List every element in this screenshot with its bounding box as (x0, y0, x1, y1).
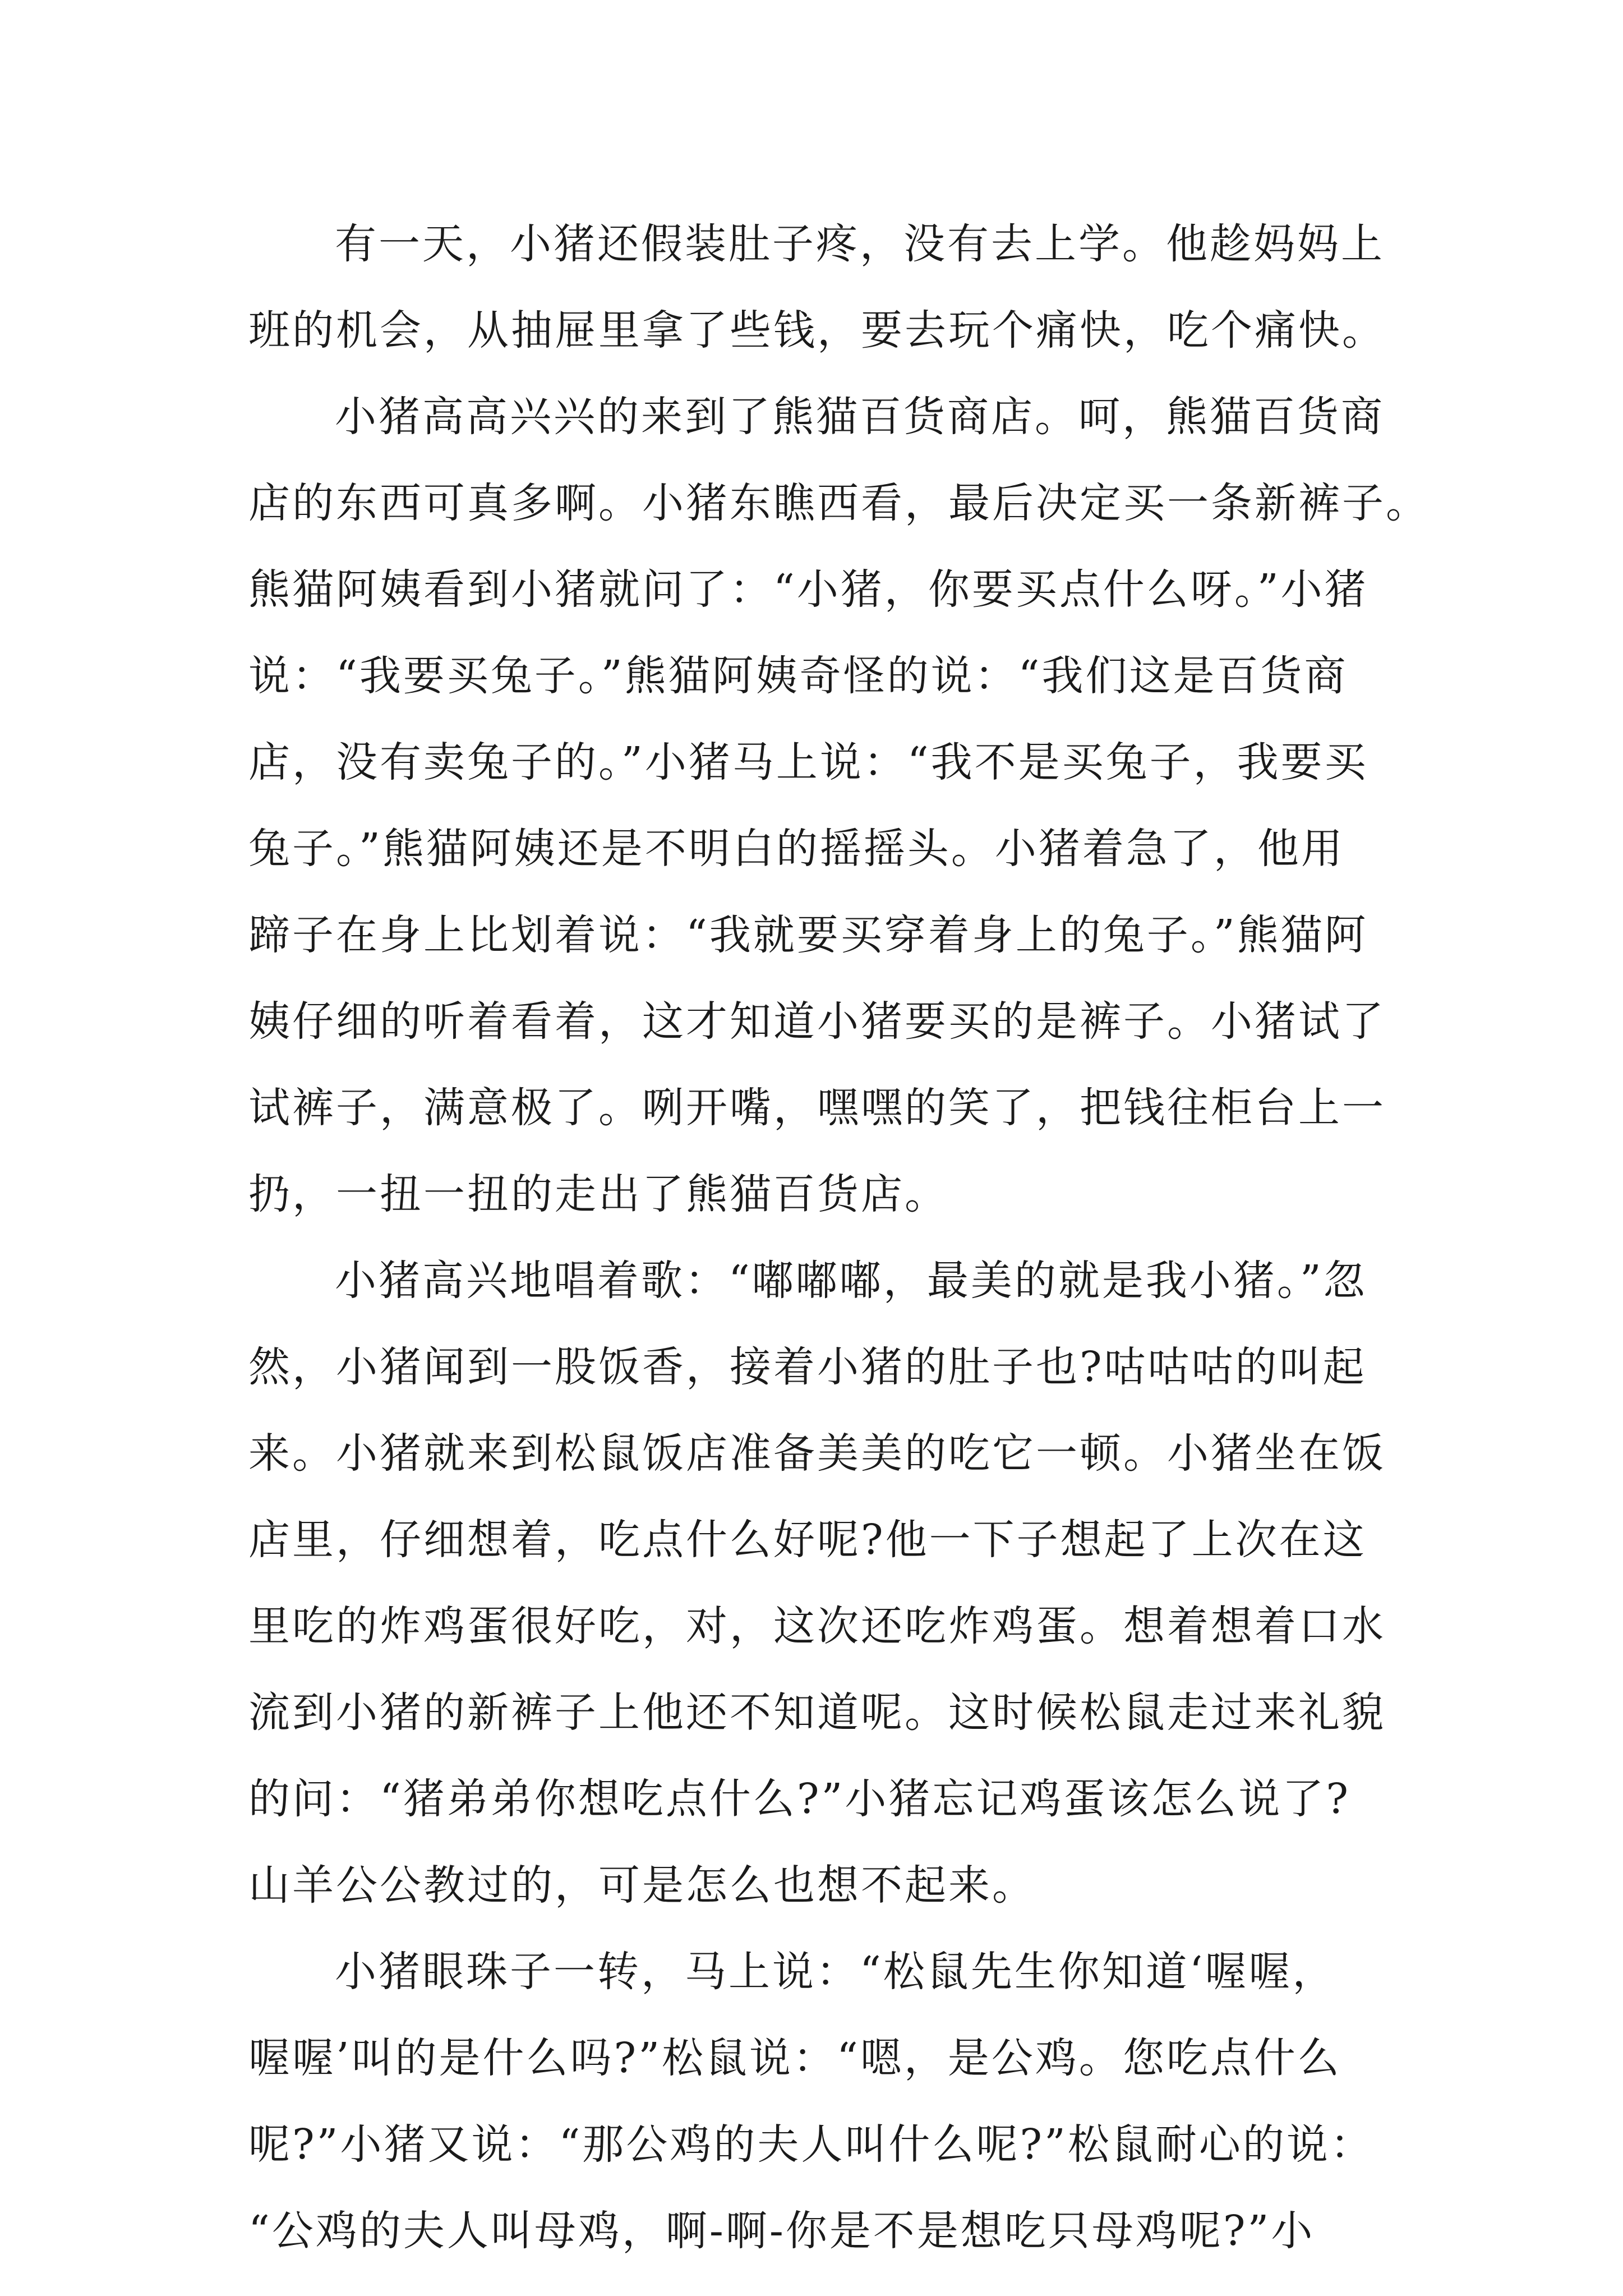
text-line: 流到小猪的新裤子上他还不知道呢。这时候松鼠走过来礼貌 (248, 1688, 1386, 1737)
text-line: 店的东西可真多啊。小猪东瞧西看，最后决定买一条新裤子。 (248, 479, 1430, 527)
text-line: 扔，一扭一扭的走出了熊猫百货店。 (248, 1170, 948, 1218)
text-line: 山羊公公教过的，可是怎么也想不起来。 (248, 1861, 1036, 1910)
paragraph-3 (248, 1237, 1415, 1929)
text-line: 里吃的炸鸡蛋很好吃，对，这次还吃炸鸡蛋。想着想着口水 (248, 1602, 1386, 1650)
text-line: 姨仔细的听着看着，这才知道小猪要买的是裤子。小猪试了 (248, 997, 1386, 1046)
text-line: 班的机会，从抽屉里拿了些钱，要去玩个痛快，吃个痛快。 (248, 306, 1386, 355)
text-line: 有一天，小猪还假装肚子疼，没有去上学。他趁妈妈上 (335, 220, 1385, 268)
text-line: 然，小猪闻到一股饭香，接着小猪的肚子也?咕咕咕的叫起 (248, 1343, 1367, 1391)
paragraph-2 (248, 374, 1430, 1237)
text-line: 小猪眼珠子一转，马上说：“松鼠先生你知道‘喔喔， (335, 1948, 1336, 1996)
paragraph-1 (248, 201, 1415, 374)
text-line: 的问：“猪弟弟你想吃点什么?”小猪忘记鸡蛋该怎么说了? (248, 1775, 1351, 1823)
text-line: 小猪高兴地唱着歌：“嘟嘟嘟，最美的就是我小猪。”忽 (335, 1257, 1367, 1305)
text-line: 蹄子在身上比划着说：“我就要买穿着身上的兔子。”熊猫阿 (248, 911, 1368, 959)
text-line: 试裤子，满意极了。咧开嘴，嘿嘿的笑了，把钱往柜台上一 (248, 1084, 1386, 1132)
text-line: 兔子。”熊猫阿姨还是不明白的摇摇头。小猪着急了，他用 (248, 825, 1345, 873)
text-line: 店，没有卖兔子的。”小猪马上说：“我不是买兔子，我要买 (248, 738, 1368, 786)
text-line: 来。小猪就来到松鼠饭店准备美美的吃它一顿。小猪坐在饭 (248, 1429, 1386, 1478)
text-line: 喔喔’叫的是什么吗?”松鼠说：“嗯，是公鸡。您吃点什么 (248, 2034, 1341, 2082)
text-line: 熊猫阿姨看到小猪就问了：“小猪，你要买点什么呀。”小猪 (248, 565, 1368, 614)
text-line: 店里，仔细想着，吃点什么好呢?他一下子想起了上次在这 (248, 1516, 1367, 1564)
story-text (248, 201, 1430, 2274)
paragraph-4 (248, 1929, 1415, 2274)
text-line: 小猪高高兴兴的来到了熊猫百货商店。呵，熊猫百货商 (335, 393, 1385, 441)
text-line: “公鸡的夫人叫母鸡，啊-啊-你是不是想吃只母鸡呢?”小 (248, 2207, 1315, 2255)
text-line: 说：“我要买兔子。”熊猫阿姨奇怪的说：“我们这是百货商 (248, 652, 1348, 700)
text-line: 呢?”小猪又说：“那公鸡的夫人叫什么呢?”松鼠耐心的说： (248, 2120, 1374, 2169)
